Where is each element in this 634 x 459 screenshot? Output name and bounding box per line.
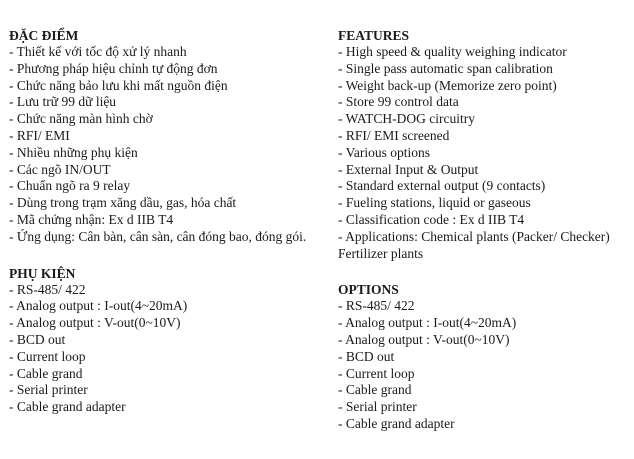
list-item: - Various options <box>338 144 431 160</box>
vi-features-list <box>9 44 321 246</box>
list-item: - Analog output : V-out(0~10V) <box>338 331 510 347</box>
list-item: - RFI/ EMI <box>9 127 70 143</box>
list-item: - Chức năng màn hình chờ <box>9 111 153 127</box>
list-item: - Single pass automatic span calibration <box>338 60 553 76</box>
list-item: - Standard external output (9 contacts) <box>338 178 546 194</box>
list-item: - Current loop <box>9 348 86 364</box>
list-item: - Dùng trong trạm xăng dầu, gas, hóa chất <box>9 195 237 211</box>
vi-options-heading: PHỤ KIỆN <box>9 265 76 281</box>
list-item: - Cable grand adapter <box>9 399 126 415</box>
vi-features-section <box>9 27 321 246</box>
english-column <box>338 27 628 433</box>
vi-options-section <box>9 265 321 416</box>
list-item: - RS-485/ 422 <box>338 298 415 314</box>
list-item: - Chuẩn ngõ ra 9 relay <box>9 178 131 194</box>
list-item: - Nhiều những phụ kiện <box>9 144 138 160</box>
list-item: - Serial printer <box>9 382 88 398</box>
list-item: - External Input & Output <box>338 161 479 177</box>
list-item: - Mã chứng nhận: Ex d IIB T4 <box>9 211 174 227</box>
list-item: - Cable grand adapter <box>338 415 455 431</box>
vi-options-list <box>9 282 321 416</box>
en-options-list <box>338 298 628 432</box>
en-features-heading: FEATURES <box>338 28 410 43</box>
list-item: - Applications: Chemical plants (Packer/ Checker) Fertilizer plants <box>338 228 610 261</box>
en-options-heading: OPTIONS <box>338 282 399 298</box>
list-item: - Ứng dụng: Cân bàn, cân sàn, cân đóng bao, đóng gói. <box>9 228 307 244</box>
list-item: - Các ngõ IN/OUT <box>9 161 111 177</box>
list-item: - Phương pháp hiệu chỉnh tự động đơn <box>9 60 218 76</box>
vietnamese-column <box>9 27 321 416</box>
list-item: - BCD out <box>9 331 66 347</box>
list-item: - Current loop <box>338 365 415 381</box>
list-item: - Lưu trữ 99 dữ liệu <box>9 94 117 110</box>
list-item: - Analog output : I-out(4~20mA) <box>9 298 188 314</box>
en-features-section <box>338 27 628 262</box>
list-item: - RS-485/ 422 <box>9 281 86 297</box>
list-item: - Thiết kế với tốc độ xử lý nhanh <box>9 44 187 59</box>
list-item: - Analog output : V-out(0~10V) <box>9 315 181 331</box>
en-features-list <box>338 44 628 262</box>
vi-features-heading: ĐẶC ĐIỂM <box>9 28 79 43</box>
list-item: - Cable grand <box>9 365 83 381</box>
list-item: - Fueling stations, liquid or gaseous <box>338 195 531 211</box>
list-item: - Classification code : Ex d IIB T4 <box>338 211 525 227</box>
list-item: - High speed & quality weighing indicator <box>338 44 567 59</box>
list-item: - Analog output : I-out(4~20mA) <box>338 315 517 331</box>
list-item: - Serial printer <box>338 399 417 415</box>
en-options-section <box>338 281 628 432</box>
list-item: - Cable grand <box>338 382 412 398</box>
list-item: - BCD out <box>338 348 395 364</box>
list-item: - RFI/ EMI screened <box>338 127 450 143</box>
list-item: - Store 99 control data <box>338 94 459 110</box>
list-item: - Weight back-up (Memorize zero point) <box>338 77 557 93</box>
list-item: - WATCH-DOG circuitry <box>338 111 475 127</box>
list-item: - Chức năng bảo lưu khi mất nguồn điện <box>9 77 228 93</box>
